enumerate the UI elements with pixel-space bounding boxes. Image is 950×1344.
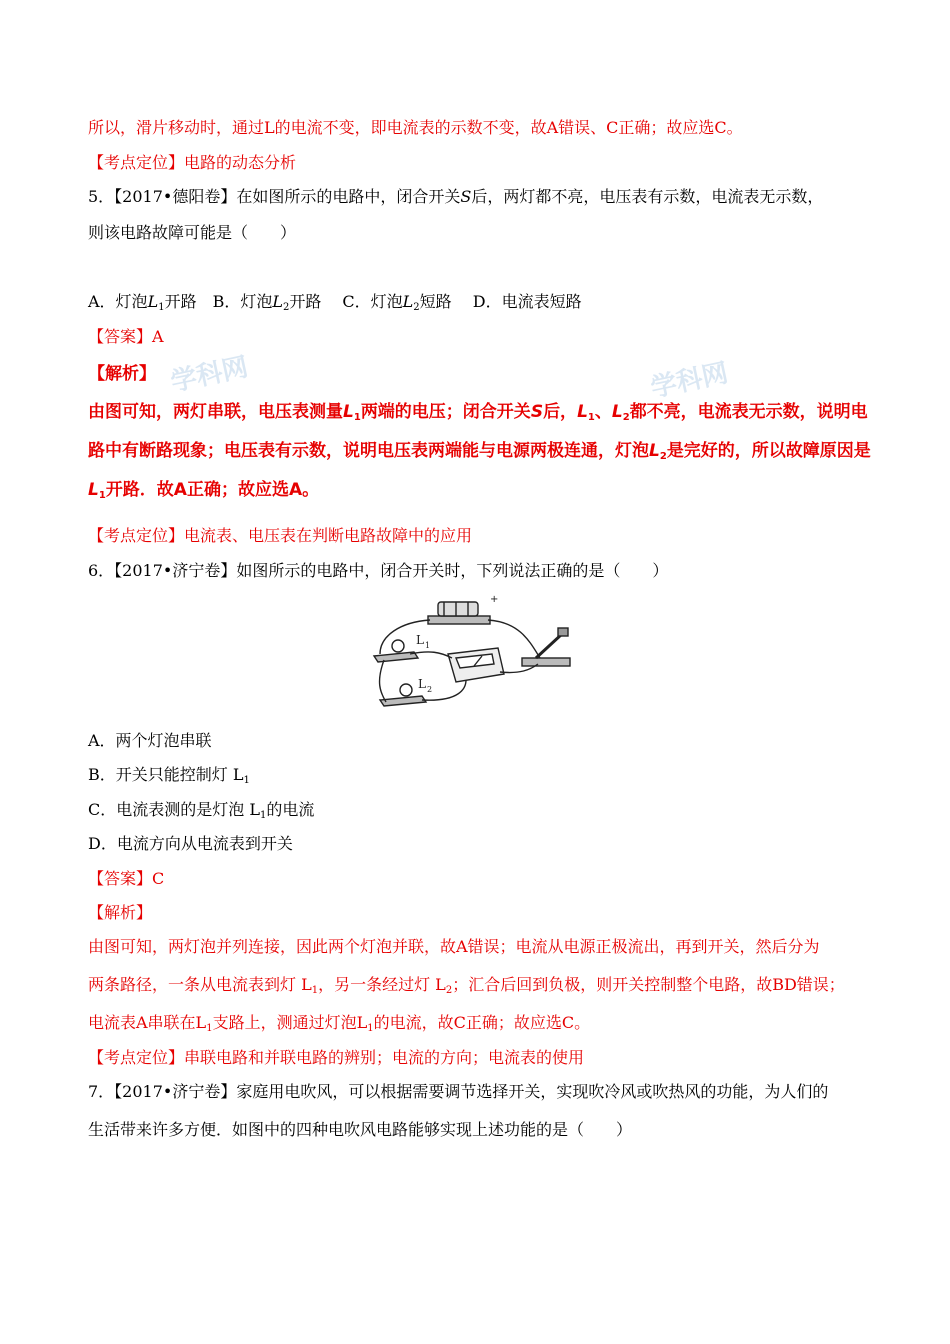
question-6-option-c: C．电流表测的是灯泡 $L_1$的电流	[88, 800, 315, 821]
battery-plus-label: +	[490, 594, 499, 605]
switch-base	[522, 658, 570, 666]
question-5-analysis-label: 【解析】	[88, 364, 156, 384]
question-6-key-point: 【考点定位】串联电路和并联电路的辨别；电流的方向；电流表的使用	[88, 1048, 585, 1067]
question-6-answer: 【答案】C	[88, 869, 165, 888]
question-6-explanation-1: 由图可知，两灯泡并列连接，因此两个灯泡并联，故A错误；电流从电源正极流出，再到开关，然后分为	[88, 937, 820, 956]
question-6-option-b: B．开关只能控制灯 $L_1$	[88, 765, 250, 786]
question-5-line-2: 则该电路故障可能是（ ）	[88, 223, 297, 242]
question-5-options: A．灯泡$L_1$开路 B．灯泡$L_2$开路 C．灯泡$L_2$短路 D．电流表短路	[88, 292, 582, 313]
lamp-1-icon	[392, 640, 404, 652]
question-6-explanation-2: 两条路径，一条从电流表到灯 $L_1$，另一条经过灯 $L_2$；汇合后回到负极，则开关控制整个电路，故BD错误；	[88, 975, 845, 996]
watermark-logo: 学科网	[648, 358, 731, 404]
question-6-option-a: A．两个灯泡串联	[88, 731, 212, 750]
watermark-logo: 学科网	[168, 352, 251, 398]
battery-base	[428, 616, 490, 624]
label-L1: L	[416, 633, 424, 647]
switch-icon	[536, 634, 562, 658]
question-7-line-1: 7．【2017•济宁卷】家庭用电吹风，可以根据需要调节选择开关，实现吹冷风或吹热风的功能，为人们的	[88, 1082, 829, 1101]
question-5-explanation-2: 路中有断路现象；电压表有示数，说明电压表两端能与电源两极连通，灯泡$L_2$是完好的，所以故障原因是	[88, 441, 871, 462]
label-L2: L	[418, 677, 426, 691]
question-7-line-2: 生活带来许多方便．如图中的四种电吹风电路能够实现上述功能的是（ ）	[88, 1120, 633, 1139]
question-6-analysis-label: 【解析】	[88, 903, 153, 922]
explanation-line-prev: 所以，滑片移动时，通过L的电流不变，即电流表的示数不变，故A错误、C正确；故应选C。	[88, 118, 743, 137]
lamp-2-icon	[400, 684, 412, 696]
question-6-stem: 6．【2017•济宁卷】如图所示的电路中，闭合开关时，下列说法正确的是（ ）	[88, 561, 669, 580]
question-5-key-point: 【考点定位】电流表、电压表在判断电路故障中的应用	[88, 526, 473, 545]
question-5-explanation-1: 由图可知，两灯串联，电压表测量$L_1$两端的电压；闭合开关S后，$L_1$、$L_2$都不亮，电流表无示数，说明电	[88, 402, 868, 423]
label-L1-sub: 1	[425, 641, 431, 650]
lamp-2-base	[380, 696, 426, 706]
wire	[380, 660, 386, 702]
circuit-figure	[370, 592, 586, 716]
label-L2-sub: 2	[427, 685, 433, 694]
question-6-option-d: D．电流方向从电流表到开关	[88, 834, 293, 853]
question-5-answer: 【答案】A	[88, 327, 164, 346]
question-6-explanation-3: 电流表A串联在$L_1$支路上，测通过灯泡$L_1$的电流，故C正确；故应选C。	[88, 1013, 591, 1034]
question-5-line-1: 5．【2017•德阳卷】在如图所示的电路中，闭合开关S后，两灯都不亮，电压表有示数，电流表无示数，	[88, 187, 824, 206]
question-5-explanation-3: $L_1$开路．故A正确；故应选A。	[88, 480, 320, 501]
key-point-prev: 【考点定位】电路的动态分析	[88, 153, 297, 172]
